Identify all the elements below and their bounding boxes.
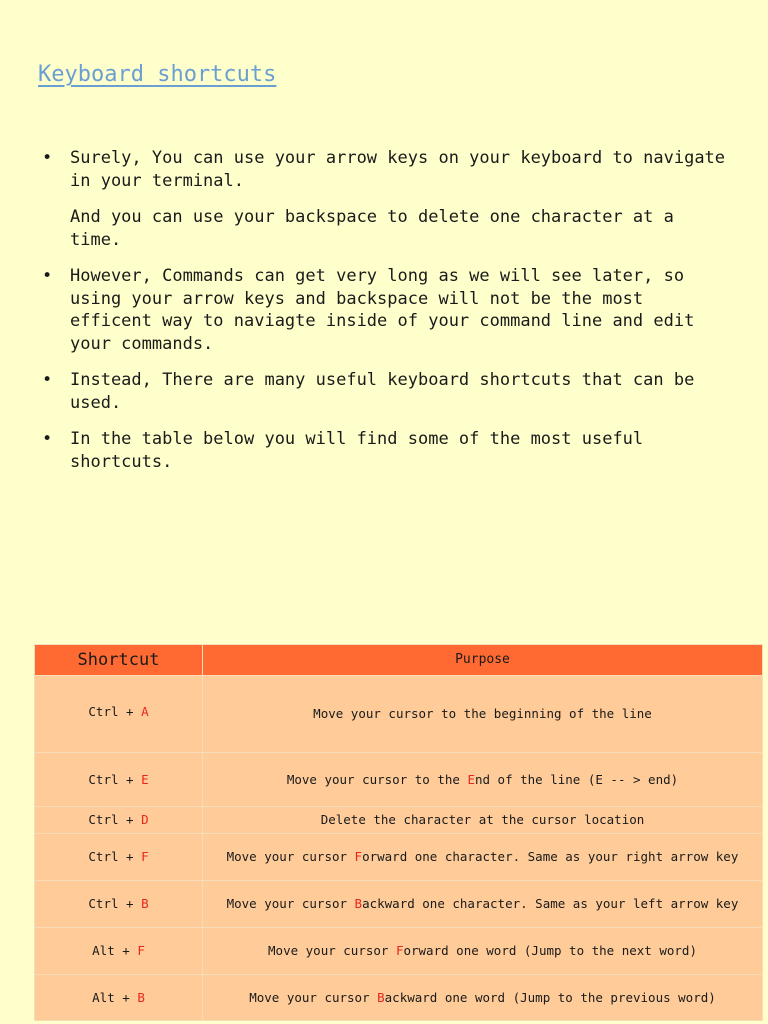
shortcut-cell [35,928,203,975]
purpose-highlight: E [467,771,475,787]
shortcuts-table [34,644,763,1021]
purpose-text: Move your cursor to the beginning of the line [313,706,652,721]
purpose-cell [203,975,763,1021]
bullet-text: And you can use your backspace to delete one character at a time. [70,207,674,250]
modifier-text: Alt + [92,989,138,1005]
key-letter: B [141,896,149,911]
bullet-text: Instead, There are many useful keyboard shortcuts that can be used. [70,370,695,413]
table-row [35,807,763,834]
purpose-highlight: B [354,896,363,911]
key-letter: B [137,989,145,1005]
modifier-text: Ctrl + [88,771,142,787]
purpose-text: Move your cursor to the [286,771,468,787]
table-row [35,676,763,753]
header-shortcut: Shortcut [35,645,203,676]
shortcut-cell [35,881,203,928]
purpose-cell [203,834,763,881]
key-letter: F [137,943,145,958]
key-letter: A [141,704,149,719]
table-row [35,928,763,975]
bullet-dot: • [42,429,53,449]
purpose-text: Delete the character at the cursor location [320,812,645,827]
table-row [35,881,763,928]
page-title-link[interactable]: Keyboard shortcuts [38,62,277,87]
purpose-highlight: F [354,849,363,864]
purpose-cell [203,928,763,975]
modifier-text: Ctrl + [88,704,142,719]
modifier-text: Ctrl + [88,896,142,911]
bullet-text: However, Commands can get very long as we will see later, so using your arrow keys and backspace will not be the most efficent way to naviagte inside of your command line and edit your commands. [70,266,695,354]
shortcut-cell [35,834,203,881]
bullet-dot: • [42,148,53,168]
bullet-item [42,428,732,473]
header-purpose: Purpose [203,645,763,676]
table-row [35,975,763,1021]
modifier-text: Ctrl + [88,849,142,864]
purpose-text: Move your cursor [268,943,396,958]
bullet-list [42,147,732,487]
purpose-text: ackward one word (Jump to the previous word) [384,989,716,1005]
bullet-text: In the table below you will find some of the most useful shortcuts. [70,429,644,472]
purpose-text: nd of the line (E -- > end) [474,771,679,787]
purpose-text: Move your cursor [226,896,355,911]
bullet-item [42,369,732,414]
bullet-dot: • [42,370,53,390]
shortcut-cell [35,753,203,807]
shortcut-cell [35,676,203,753]
shortcut-cell [35,807,203,834]
purpose-cell [203,881,763,928]
bullet-dot: • [42,266,53,286]
table-row [35,834,763,881]
bullet-text: Surely, You can use your arrow keys on your keyboard to navigate in your terminal. [70,148,726,191]
purpose-text: ackward one character. Same as your left arrow key [362,896,739,911]
shortcut-cell [35,975,203,1021]
purpose-cell [203,676,763,753]
bullet-item [42,265,732,355]
purpose-highlight: B [377,989,385,1005]
modifier-text: Alt + [92,943,138,958]
key-letter: F [141,849,149,864]
purpose-text: Move your cursor [226,849,355,864]
table-header-row [35,645,763,676]
key-letter: E [141,771,149,787]
modifier-text: Ctrl + [88,812,142,827]
purpose-cell [203,753,763,807]
purpose-text: orward one character. Same as your right arrow key [362,849,739,864]
bullet-item [42,147,732,251]
key-letter: D [141,812,149,827]
purpose-cell [203,807,763,834]
purpose-text: orward one word (Jump to the next word) [403,943,697,958]
table-row [35,753,763,807]
purpose-highlight: F [395,943,404,958]
purpose-text: Move your cursor [249,989,378,1005]
